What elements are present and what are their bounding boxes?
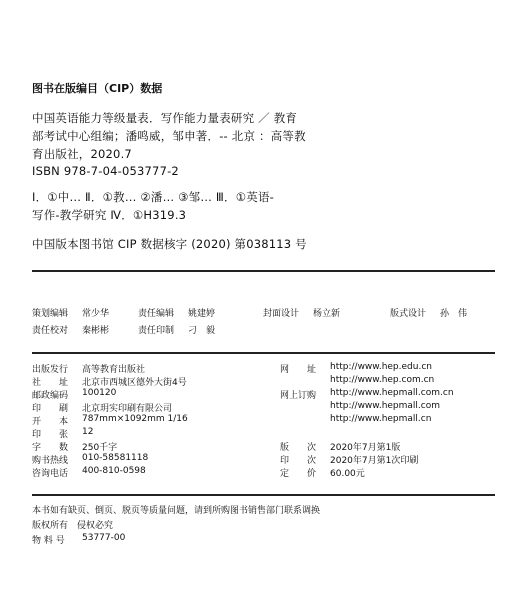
pub-label: 出版发行 <box>32 365 69 375</box>
website-link: http://www.hep.com.cn <box>330 375 435 385</box>
pub-label: 版 次 <box>280 443 317 453</box>
credit-value: 常少华 <box>82 309 110 319</box>
cip-line-2: 部考试中心组编；潘鸣威，邹申著．-- 北京 ：高等教 <box>32 129 306 143</box>
pub-value: 北京玥实印刷有限公司 <box>82 404 173 414</box>
pub-label: 印 张 <box>32 430 69 440</box>
price: 60.00元 <box>330 469 365 479</box>
cip-class-line-2: 写作-教学研究 Ⅳ．①H319.3 <box>32 208 187 222</box>
pub-value: 北京市西城区德外大街4号 <box>82 378 187 388</box>
website-link: http://www.hepmall.com <box>330 401 441 411</box>
pub-label: 字 数 <box>32 443 69 453</box>
pub-value: 400-810-0598 <box>82 466 146 476</box>
item-number-value: 53777-00 <box>82 533 126 543</box>
pub-value: 787mm×1092mm 1/16 <box>82 414 188 424</box>
pub-value: 2020年7月第1次印刷 <box>330 456 419 466</box>
credit-value: 姚建婷 <box>188 309 216 319</box>
divider-middle <box>32 352 495 354</box>
pub-label: 网 址 <box>280 365 317 375</box>
pub-label: 购书热线 <box>32 456 69 466</box>
divider-bottom <box>32 494 495 496</box>
pub-label: 咨询电话 <box>32 469 69 479</box>
credit-value: 孙 伟 <box>440 309 468 319</box>
cip-line-1: 中国英语能力等级量表．写作能力量表研究 ／ 教育 <box>32 111 298 125</box>
divider-top <box>32 270 495 272</box>
pub-value: 高等教育出版社 <box>82 365 146 375</box>
credit-value: 刁 毅 <box>188 326 216 336</box>
credit-label: 责任校对 <box>32 326 69 336</box>
pub-label: 邮政编码 <box>32 391 69 401</box>
cip-line-3: 育出版社，2020.7 <box>32 147 132 161</box>
pub-label: 印 刷 <box>32 404 69 414</box>
credit-label: 责任编辑 <box>138 309 175 319</box>
pub-value: 010-58581118 <box>82 453 149 463</box>
credit-value: 杨立新 <box>313 309 341 319</box>
credit-label: 责任印制 <box>138 326 175 336</box>
copyright-notice: 版权所有 侵权必究 <box>32 521 114 531</box>
cip-isbn: ISBN 978-7-04-053777-2 <box>32 164 179 178</box>
pub-label: 开 本 <box>32 417 69 427</box>
cip-core-line: 中国版本图书馆 CIP 数据核字 (2020) 第038113 号 <box>32 237 307 251</box>
website-link: http://www.hepmall.com.cn <box>330 388 454 398</box>
credit-label: 版式设计 <box>390 309 427 319</box>
pub-label: 印 次 <box>280 456 317 466</box>
item-number-label: 物 料 号 <box>32 536 65 546</box>
quality-notice: 本书如有缺页、倒页、脱页等质量问题，请到所购图书销售部门联系调换 <box>32 506 321 516</box>
pub-value: 250千字 <box>82 443 118 453</box>
pub-label: 定 价 <box>280 469 317 479</box>
credit-label: 策划编辑 <box>32 309 69 319</box>
pub-value: 12 <box>82 427 94 437</box>
pub-label: 网上订购 <box>280 391 317 401</box>
cip-class-line-1: Ⅰ．①中… Ⅱ．①教… ②潘… ③邹… Ⅲ．①英语- <box>32 190 274 204</box>
website-link: http://www.hepmall.cn <box>330 414 432 424</box>
website-link: http://www.hep.edu.cn <box>330 362 432 372</box>
credit-label: 封面设计 <box>263 309 300 319</box>
pub-label: 社 址 <box>32 378 69 388</box>
pub-value: 100120 <box>82 388 117 398</box>
pub-value: 2020年7月第1版 <box>330 443 401 453</box>
cip-title: 图书在版编目（CIP）数据 <box>32 82 163 95</box>
credit-value: 秦彬彬 <box>82 326 110 336</box>
